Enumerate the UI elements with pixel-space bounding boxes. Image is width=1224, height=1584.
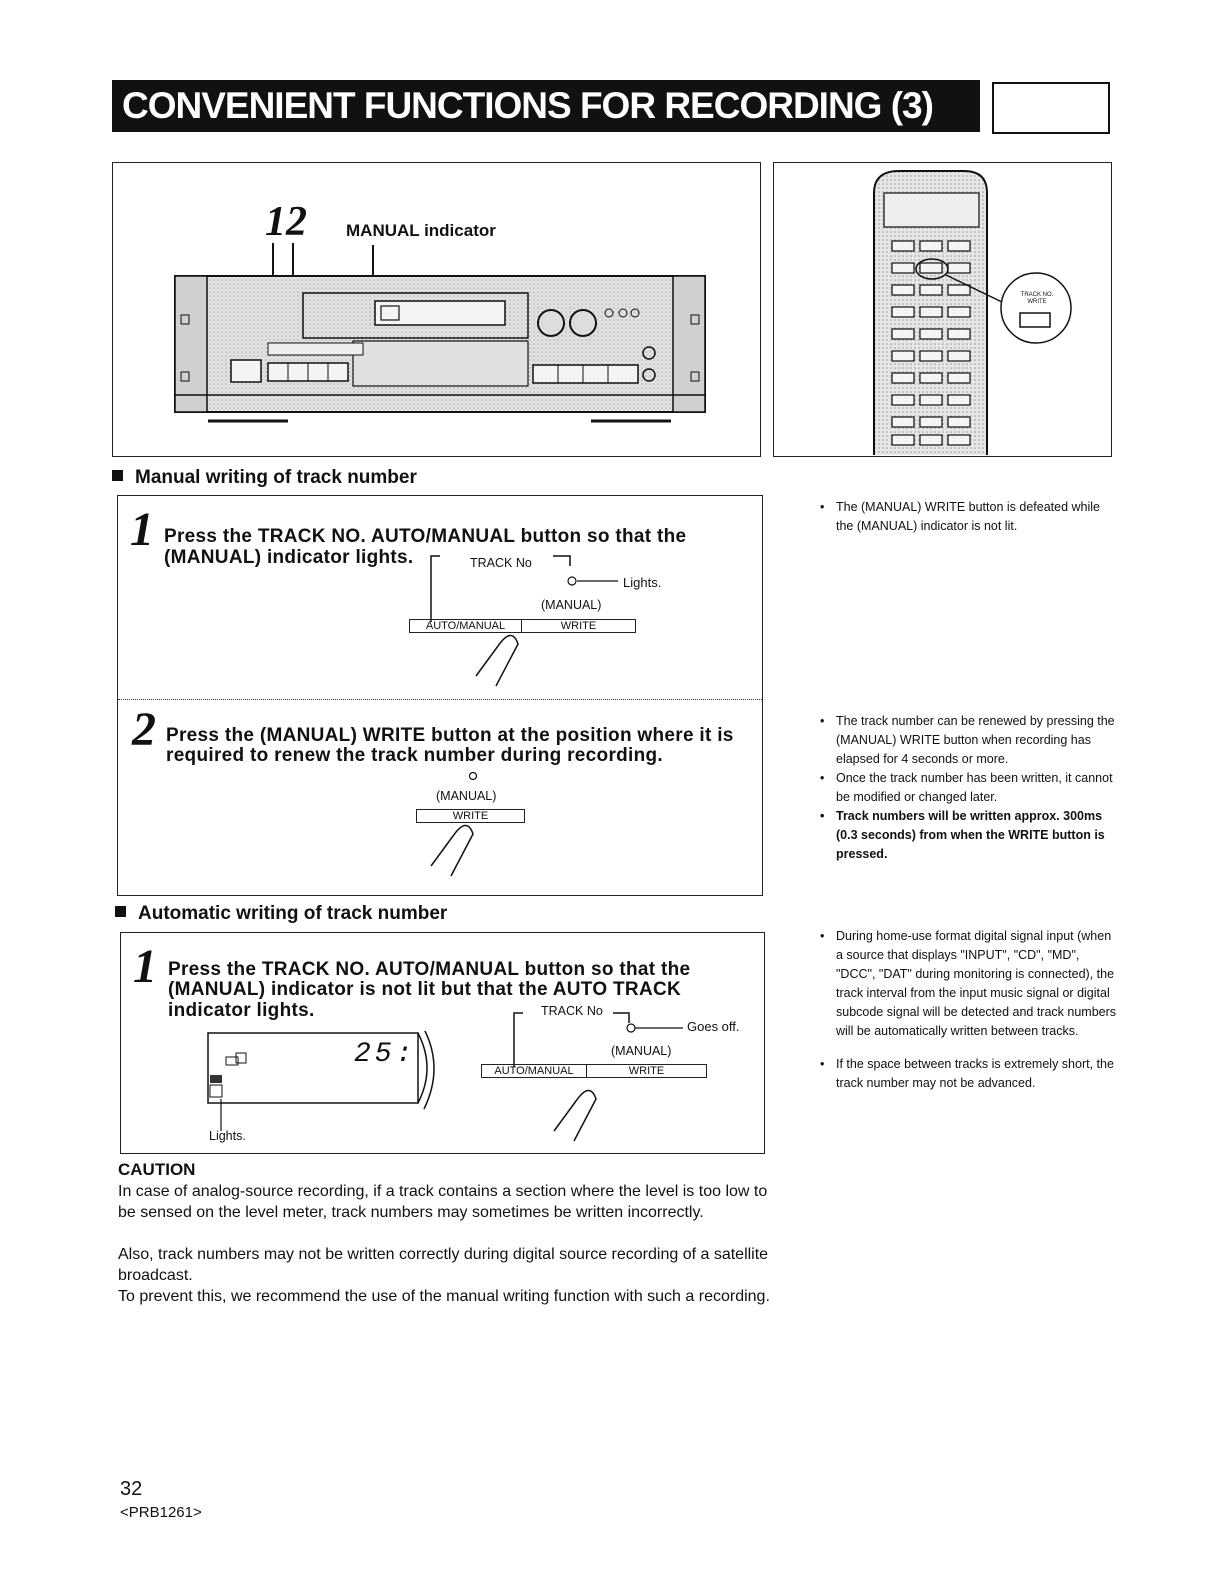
heading-square-icon (115, 906, 126, 917)
side-note: • Once the track number has been written, it cannot be modified or changed later. (820, 769, 1118, 807)
title-side-box (992, 82, 1110, 134)
step2-text-line2: required to renew the track number during recording. (166, 745, 664, 766)
step2-manual-label: (MANUAL) (436, 789, 497, 803)
step1-track-no-label: TRACK No (470, 556, 532, 570)
display-lights-label: Lights. (209, 1129, 246, 1143)
heading-square-icon (112, 470, 123, 481)
step2-text-line1: Press the (MANUAL) WRITE button at the position where it is (166, 725, 734, 746)
auto-manual-label: (MANUAL) (611, 1044, 672, 1058)
page-title: CONVENIENT FUNCTIONS FOR RECORDING (3) (112, 80, 980, 132)
front-panel-figure (112, 162, 761, 457)
side-note: • Track numbers will be written approx. 300ms (0.3 seconds) from when the WRITE button is pressed. (820, 807, 1118, 864)
manual-write-button[interactable]: WRITE (416, 809, 525, 823)
side-note: • The (MANUAL) WRITE button is defeated while the (MANUAL) indicator is not lit. (820, 498, 1118, 536)
auto-write-button[interactable]: WRITE (586, 1064, 707, 1078)
remote-figure (773, 162, 1112, 457)
auto-steps-box (120, 932, 765, 1154)
step2-diagram-lines (118, 756, 764, 896)
deck-illustration (113, 163, 759, 455)
step1-text-line1: Press the TRACK NO. AUTO/MANUAL button so that the (164, 526, 687, 547)
auto-track-no-label: TRACK No (541, 1004, 603, 1018)
step1-number: 1 (130, 503, 154, 556)
doc-code: <PRB1261> (120, 1504, 202, 1521)
auto-section-heading: Automatic writing of track number (115, 903, 447, 925)
auto-diagram-lines (121, 933, 766, 1153)
side-note: • During home-use format digital signal input (when a source that displays "INPUT", "CD", "MD", "DCC", "DAT" during monitoring is connected), the track interval from the input music signal or digital subcode signal will be detected and track numbers will be automatically written between tracks. (820, 927, 1118, 1041)
auto-manual-button[interactable]: AUTO/MANUAL (409, 619, 522, 633)
auto-step1-number: 1 (133, 940, 157, 993)
step1-text-line2: (MANUAL) indicator lights. (164, 547, 414, 568)
auto-step1-text-line2: (MANUAL) indicator is not lit but that the AUTO TRACK (168, 979, 682, 1000)
callout-label: MANUAL indicator (346, 221, 496, 240)
caution-heading: CAUTION (118, 1160, 196, 1179)
auto-step1-text-line3: indicator lights. (168, 1000, 315, 1021)
manual-steps-box (117, 495, 763, 896)
step1-manual-label: (MANUAL) (541, 598, 602, 612)
caution-paragraph-2: Also, track numbers may not be written correctly during digital source recording of a satellite broadcast. (118, 1246, 769, 1284)
step1-lights-label: Lights. (623, 575, 662, 590)
auto-step1-text-line1: Press the TRACK NO. AUTO/MANUAL button so that the (168, 959, 691, 980)
caution-paragraph-3: To prevent this, we recommend the use of the manual writing function with such a recording. (118, 1288, 770, 1305)
remote-illustration (774, 163, 1110, 455)
page-number: 32 (120, 1478, 143, 1500)
caution-paragraph-1: In case of analog-source recording, if a track contains a section where the level is too low to be sensed on the level meter, track numbers may sometimes be written incorrectly. (118, 1183, 768, 1221)
remote-label-line2: WRITE (1027, 299, 1047, 305)
remote-label-line1: TRACK NO. (1020, 292, 1054, 298)
manual-section-heading: Manual writing of track number (112, 467, 417, 489)
step-separator (118, 699, 762, 700)
side-notes-group3 (820, 927, 1118, 1093)
side-note: • The track number can be renewed by pressing the (MANUAL) WRITE button when recording has elapsed for 4 seconds or more. (820, 712, 1118, 769)
side-notes-group1 (820, 498, 1118, 536)
display-digits: 25: (354, 1039, 417, 1070)
auto-goes-off-label: Goes off. (687, 1019, 740, 1034)
callout-number: 12 (265, 199, 307, 245)
step1-diagram-lines (118, 496, 764, 696)
side-notes-group2 (820, 712, 1118, 864)
write-button[interactable]: WRITE (521, 619, 636, 633)
side-note: • If the space between tracks is extremely short, the track number may not be advanced. (820, 1055, 1118, 1093)
auto-auto-manual-button[interactable]: AUTO/MANUAL (481, 1064, 587, 1078)
step2-number: 2 (132, 703, 156, 756)
